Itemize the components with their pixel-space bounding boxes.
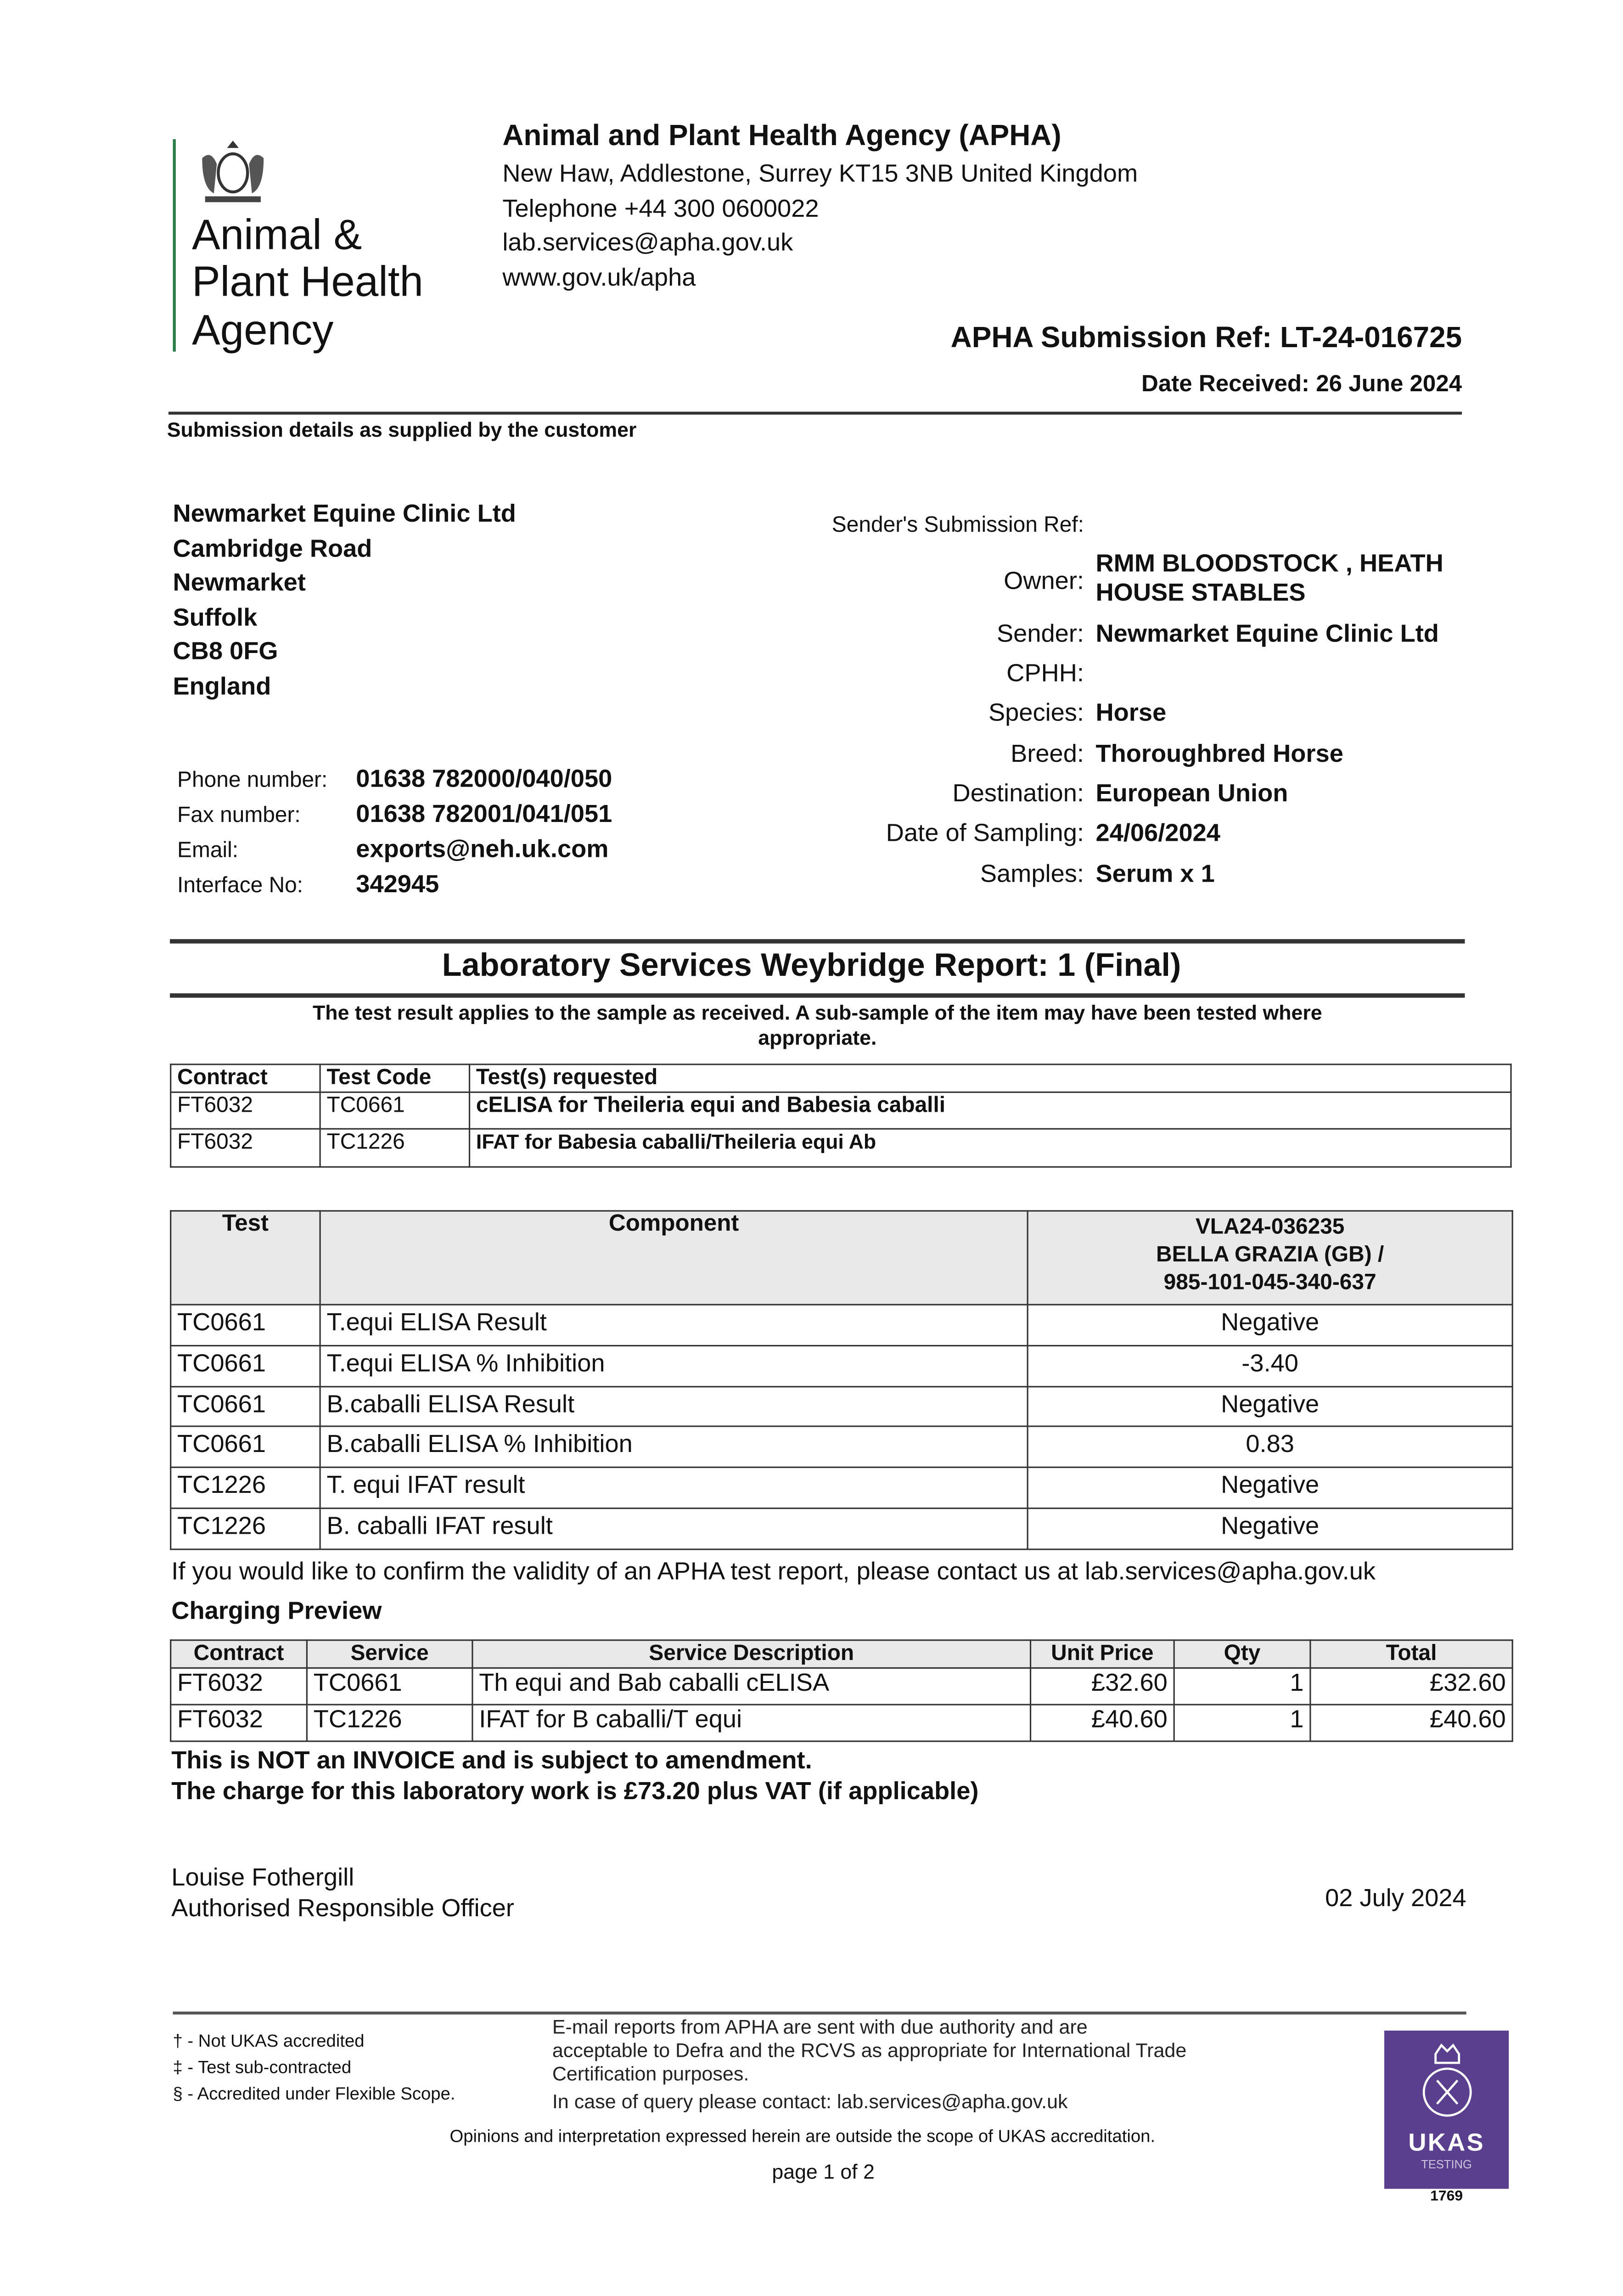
cell: TC0661 [320,1092,469,1129]
email-note [552,2016,1187,2086]
detail-label: Destination: [952,779,1084,807]
cell: 1 [1174,1668,1310,1705]
cell: FT6032 [171,1092,320,1129]
result-value: Negative [1028,1468,1512,1508]
contact-value[interactable]: exports@neh.uk.com [356,835,609,863]
ukas-sub: TESTING [1421,2158,1472,2172]
ukas-number: 1769 [1430,2189,1463,2205]
submission-ref: APHA Submission Ref: LT-24-016725 [950,322,1462,355]
detail-label: CPHH: [1006,659,1084,687]
detail-value: European Union [1095,779,1288,807]
detail-label: Breed: [1011,740,1084,768]
validity-note: If you would like to confirm the validity of an APHA test report, please contact us at lab.services@apha.gov.uk [171,1557,1376,1586]
divider [170,939,1465,944]
cell: B.caballi ELISA % Inhibition [320,1427,1028,1468]
signatory-name: Louise Fothergill [171,1863,354,1891]
detail-value: Newmarket Equine Clinic Ltd [1095,619,1439,648]
col-header: Component [320,1211,1028,1305]
cell: TC0661 [171,1386,320,1427]
cell: £40.60 [1031,1705,1174,1741]
email-note-line: Certification purposes. [552,2063,749,2085]
result-value: Negative [1028,1386,1512,1427]
result-value: 0.83 [1028,1427,1512,1468]
cell: TC0661 [171,1427,320,1468]
cell: Th equi and Bab caballi cELISA [472,1668,1031,1705]
detail-value: RMM BLOODSTOCK , HEATH [1095,549,1443,578]
address-line: Cambridge Road [173,534,372,562]
address-line: Newmarket Equine Clinic Ltd [173,499,516,528]
ukas-crown-icon [1417,2037,1476,2124]
address-line: England [173,671,271,700]
result-value: Negative [1028,1305,1512,1345]
ukas-text: UKAS [1408,2128,1485,2157]
report-note-cont: appropriate. [758,1025,877,1049]
col-header: Contract [171,1064,320,1092]
cell: £32.60 [1031,1668,1174,1705]
detail-label: Owner: [1004,567,1084,595]
contact-label: Phone number: [177,767,328,793]
address-line: Newmarket [173,568,306,597]
col-header: Service [307,1640,472,1668]
cell: FT6032 [171,1705,307,1741]
table-row [171,1508,1512,1549]
query-contact: In case of query please contact: lab.services@apha.gov.uk [552,2090,1068,2113]
submission-heading: Submission details as supplied by the customer [167,417,637,441]
cell: £40.60 [1310,1705,1512,1741]
signatory-role: Authorised Responsible Officer [171,1894,515,1922]
not-invoice-note: This is NOT an INVOICE and is subject to amendment. [171,1746,812,1774]
email-note-line: acceptable to Defra and the RCVS as appropriate for International Trade [552,2039,1187,2062]
charge-total-note: The charge for this laboratory work is £73.20 plus VAT (if applicable) [171,1777,979,1805]
detail-label: Sender's Submission Ref: [831,512,1084,538]
org-address: New Haw, Addlestone, Surrey KT15 3NB United Kingdom [502,159,1138,188]
cell: TC1226 [171,1508,320,1549]
cell: £32.60 [1310,1668,1512,1705]
cell: TC0661 [307,1668,472,1705]
footnote-keys [173,2028,455,2107]
contact-value: 342945 [356,870,439,898]
logo-text-2: Plant Health [191,259,424,306]
footnote: § - Accredited under Flexible Scope. [173,2083,455,2104]
detail-value: HOUSE STABLES [1095,579,1306,607]
sample-id: VLA24-036235 [1195,1214,1345,1240]
contact-label: Email: [177,838,239,863]
cell: FT6032 [171,1668,307,1705]
cell: TC1226 [320,1129,469,1167]
opinions-note: Opinions and interpretation expressed herein are outside the scope of UKAS accreditation. [449,2126,1156,2147]
cell: TC1226 [307,1705,472,1741]
table-row [171,1668,1512,1705]
divider [170,993,1465,998]
tests-requested-table [170,1064,1511,1168]
col-header: Unit Price [1031,1640,1174,1668]
report-note: The test result applies to the sample as received. A sub-sample of the item may have been tested where [313,1001,1322,1024]
result-value: Negative [1028,1508,1512,1549]
cell: T.equi ELISA % Inhibition [320,1345,1028,1386]
cell: IFAT for B caballi/T equi [472,1705,1031,1741]
sample-name: BELLA GRAZIA (GB) / [1156,1242,1384,1267]
table-row [171,1386,1512,1427]
table-row [171,1468,1512,1508]
page-number: page 1 of 2 [772,2159,875,2183]
detail-value: Thoroughbred Horse [1095,740,1343,768]
footer-divider [173,2012,1466,2015]
table-row [171,1345,1512,1386]
table-row [171,1427,1512,1468]
col-header: Contract [171,1640,307,1668]
detail-label: Date of Sampling: [886,819,1084,847]
divider [168,412,1462,415]
cell: FT6032 [171,1129,320,1167]
date-received: Date Received: 26 June 2024 [1141,372,1462,397]
table-row [171,1092,1511,1129]
logo-bar [173,139,175,352]
table-row [171,1129,1511,1167]
cell: cELISA for Theileria equi and Babesia caballi [470,1092,1511,1129]
sample-header [1028,1211,1512,1305]
email-note-line: E-mail reports from APHA are sent with due authority and are [552,2016,1088,2038]
detail-value: Serum x 1 [1095,860,1215,888]
detail-label: Species: [988,698,1084,727]
table-row [171,1305,1512,1345]
charging-title: Charging Preview [171,1597,382,1625]
cell: TC0661 [171,1345,320,1386]
cell: T.equi ELISA Result [320,1305,1028,1345]
cell: T. equi IFAT result [320,1468,1028,1508]
sample-chip: 985-101-045-340-637 [1163,1270,1376,1295]
cell: IFAT for Babesia caballi/Theileria equi Ab [470,1129,1511,1167]
logo-text-1: Animal & [191,212,362,259]
cell: TC0661 [171,1305,320,1345]
results-table [170,1210,1513,1549]
report-date: 02 July 2024 [1325,1884,1466,1912]
org-email[interactable]: lab.services@apha.gov.uk [502,228,793,257]
cell: TC1226 [171,1468,320,1508]
contact-label: Interface No: [177,873,303,898]
col-header: Test [171,1211,320,1305]
col-header: Total [1310,1640,1512,1668]
contact-label: Fax number: [177,803,301,828]
cell: B.caballi ELISA Result [320,1386,1028,1427]
royal-crest-icon [193,138,274,208]
detail-label: Sender: [996,619,1084,648]
ukas-badge [1384,2031,1509,2189]
detail-value: 24/06/2024 [1095,819,1220,847]
address-line: CB8 0FG [173,637,278,665]
col-header: Test(s) requested [470,1064,1511,1092]
logo-text-3: Agency [191,308,334,355]
col-header: Test Code [320,1064,469,1092]
report-title: Laboratory Services Weybridge Report: 1 (Final) [442,946,1181,983]
footnote: † - Not UKAS accredited [173,2031,365,2051]
customer-address [173,497,516,703]
contact-value: 01638 782001/041/051 [356,800,612,828]
org-phone: Telephone +44 300 0600022 [502,195,819,223]
org-name: Animal and Plant Health Agency (APHA) [502,120,1061,152]
cell: 1 [1174,1705,1310,1741]
detail-label: Samples: [980,860,1084,888]
col-header: Service Description [472,1640,1031,1668]
footnote: ‡ - Test sub-contracted [173,2057,352,2078]
address-line: Suffolk [173,602,258,631]
col-header: Qty [1174,1640,1310,1668]
result-value: -3.40 [1028,1345,1512,1386]
cell: B. caballi IFAT result [320,1508,1028,1549]
detail-value: Horse [1095,698,1167,727]
charging-table [170,1639,1513,1742]
table-row [171,1705,1512,1741]
contact-value: 01638 782000/040/050 [356,765,612,793]
org-website[interactable]: www.gov.uk/apha [502,264,696,292]
